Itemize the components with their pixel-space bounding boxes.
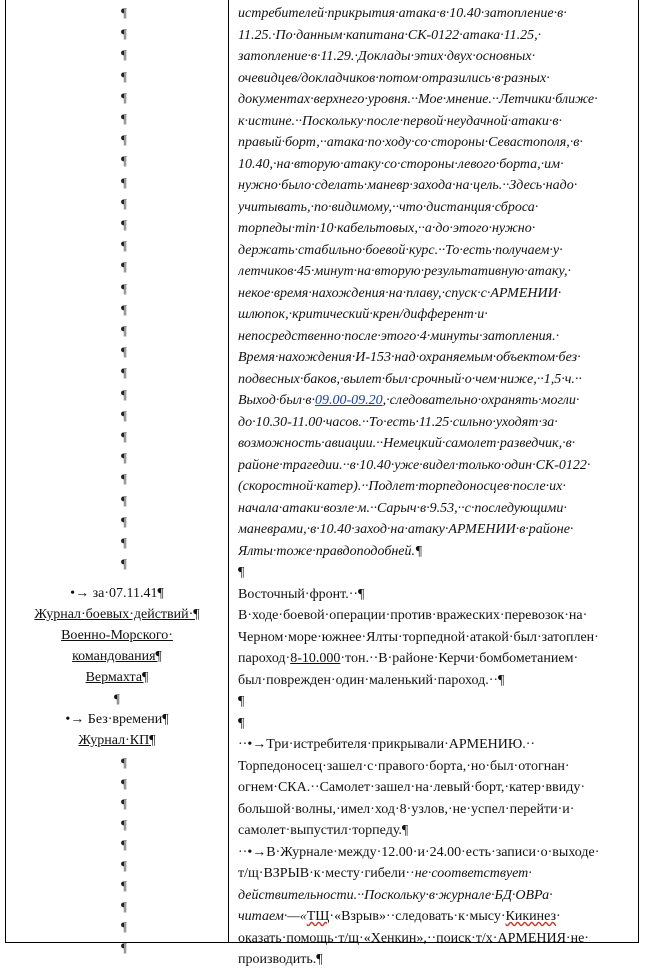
pilcrow-mark: ¶ bbox=[121, 857, 127, 873]
pilcrow-mark: ¶ bbox=[121, 407, 127, 423]
east-front-heading: Восточный·фронт.··¶ bbox=[238, 586, 365, 602]
pilcrow-mark: ¶ bbox=[121, 450, 127, 466]
commentary-block-2 bbox=[238, 412, 634, 563]
text-line: Время·нахождения·И-153·над·охраняемым·объектом·без· bbox=[238, 350, 581, 365]
pilcrow-mark: ¶ bbox=[121, 816, 127, 832]
tonnage-link[interactable]: 8-10.000 bbox=[290, 651, 341, 666]
journal-line-3[interactable]: командования¶ bbox=[72, 649, 162, 664]
pilcrow-mark: ¶ bbox=[121, 837, 127, 852]
text-line: возможность·авиации.··Немецкий·самолет·разведчик,·в· bbox=[238, 436, 576, 451]
pilcrow-mark: ¶ bbox=[121, 280, 127, 296]
text-line: затопление·в·11.29.·Доклады·этих·двух·основных· bbox=[238, 49, 536, 64]
pilcrow-mark: ¶ bbox=[121, 556, 127, 572]
pilcrow-mark: ¶ bbox=[121, 238, 127, 254]
kp2-line: производить.¶ bbox=[238, 952, 323, 967]
pilcrow-mark: ¶ bbox=[121, 217, 127, 232]
text-line: к·истине.··Поскольку·после·первой·неудачной·атаки·в· bbox=[238, 113, 563, 129]
pilcrow-mark: ¶ bbox=[121, 89, 127, 105]
text-line: некое·время·нахождения·на·плаву,·спуск·с·АРМЕНИИ· bbox=[238, 285, 562, 301]
text-line: ··•→Три·истребителя·прикрывали·АРМЕНИЮ.·· bbox=[238, 737, 536, 752]
pilcrow-mark: ¶ bbox=[121, 755, 127, 770]
pilcrow-mark: ¶ bbox=[121, 323, 127, 338]
date-item: •→ за·07.11.41¶ bbox=[70, 586, 164, 601]
blank-paragraph: ¶ bbox=[238, 565, 245, 580]
text-line: непосредственно·после·этого·4·минуты·затопления.· bbox=[238, 328, 560, 344]
report-line: был·поврежден·один·маленький·пароход.··¶ bbox=[238, 672, 505, 688]
pilcrow: ¶ bbox=[114, 691, 120, 706]
text-line: районе·трагедии.··в·10.40·уже·видел·только·один·СК-0122· bbox=[238, 457, 591, 473]
report-line: Черном·море·южнее·Ялты·торпедной·атакой·был·затоплен· bbox=[238, 629, 599, 645]
pilcrow-mark: ¶ bbox=[121, 26, 127, 42]
pilcrow-mark: ¶ bbox=[121, 365, 127, 381]
pilcrow-mark: ¶ bbox=[121, 132, 127, 148]
text-line: самолет·выпустил·торпеду.¶ bbox=[238, 823, 409, 838]
text-line: большой·волны,·имел·ход·8·узлов,·не·успел·перейти·и· bbox=[238, 801, 575, 817]
pilcrow-mark: ¶ bbox=[121, 386, 127, 402]
text-line: маневрами,·в·10.40·заход·на·атаку·АРМЕНИИ·в·районе· bbox=[238, 522, 574, 537]
text-line: нужно·было·сделать·маневр·захода·на·цель.··Здесь·надо· bbox=[238, 178, 578, 193]
pilcrow-mark: ¶ bbox=[121, 775, 127, 791]
departure-time-link[interactable]: 09.00-09.20 bbox=[315, 393, 383, 408]
text-line: (скоростной·катер).··Подлет·торпедоносцев·после·их· bbox=[238, 479, 566, 494]
spellcheck-word[interactable]: Кикинез bbox=[505, 909, 557, 924]
kp2-line: читаем·—«ТЩ·«Взрыв»··следовать·к·мысу·Кикинез· bbox=[238, 909, 561, 924]
column-divider bbox=[228, 0, 229, 942]
text-line: до·10.30-11.00·часов.··То·есть·11.25·сильно·уходят·за· bbox=[238, 414, 558, 430]
right-column-text bbox=[238, 3, 634, 971]
pilcrow-mark: ¶ bbox=[121, 153, 127, 169]
kp2-line: т/щ·ВЗРЫВ·к·месту·гибели··не·соответствует· bbox=[238, 866, 532, 881]
report-line: пароход·8-10.000·тон.··В·районе·Керчи·бомбометанием· bbox=[238, 651, 579, 666]
kp2-line: ··•→В·Журнале·между·12.00·и·24.00·есть·записи·о·выходе· bbox=[238, 844, 600, 860]
pilcrow-mark: ¶ bbox=[121, 919, 127, 934]
pilcrow-mark: ¶ bbox=[121, 5, 127, 20]
pilcrow-mark: ¶ bbox=[121, 878, 127, 893]
text-line: торпеды·min·10·кабельтовых,··а·до·этого·нужно· bbox=[238, 221, 536, 236]
text-line: огнем·СКА.··Самолет·зашел·на·левый·борт,·катер·ввиду· bbox=[238, 780, 586, 795]
blank-paragraph: ¶ bbox=[238, 715, 245, 731]
pilcrow-mark: ¶ bbox=[121, 195, 127, 211]
text-line: Ялты·тоже·правдоподобней.¶ bbox=[238, 543, 423, 559]
commentary-block bbox=[238, 3, 634, 390]
no-time-item: •→ Без·времени¶ bbox=[65, 712, 169, 727]
journal-line-1[interactable]: Журнал·боевых·действий·¶ bbox=[34, 607, 200, 622]
report-line: В·ходе·боевой·операции·против·вражеских·перевозок·на· bbox=[238, 608, 588, 623]
pilcrow-mark: ¶ bbox=[121, 898, 127, 914]
kp-paragraph bbox=[238, 734, 634, 842]
blank-paragraph: ¶ bbox=[238, 694, 245, 709]
pilcrow-mark: ¶ bbox=[121, 939, 127, 955]
pilcrow-mark: ¶ bbox=[121, 492, 127, 508]
pilcrow-mark: ¶ bbox=[121, 111, 127, 126]
pilcrow-mark: ¶ bbox=[121, 429, 127, 444]
text-line: летчиков·45·минут·на·вторую·результативную·атаку,· bbox=[238, 264, 571, 279]
spellcheck-word[interactable]: ТЩ bbox=[306, 909, 330, 924]
text-line: правый·борт,··атака·по·ходу·со·стороны·Севастополя,·в· bbox=[238, 135, 583, 150]
pilcrow-mark: ¶ bbox=[121, 174, 127, 190]
departure-line: Выход·был·в·09.00-09.20,·следовательно·охранять·могли· bbox=[238, 393, 580, 408]
pilcrow-mark: ¶ bbox=[121, 471, 127, 487]
text-line: документах·верхнего·уровня.··Мое·мнение.··Летчики·ближе· bbox=[238, 92, 598, 107]
entry-date bbox=[6, 583, 228, 751]
kp2-line: оказать·помощь·т/щ·«Хенкин»,··поиск·т/х·АРМЕНИЯ·не· bbox=[238, 930, 589, 946]
text-line: держать·стабильно·боевой·курс.··То·есть·получаем·у· bbox=[238, 242, 563, 258]
journal-line-4[interactable]: Вермахта¶ bbox=[85, 670, 149, 685]
text-line: учитывать,·по·видимому,··что·дистанция·сброса· bbox=[238, 199, 539, 215]
journal-kp[interactable]: Журнал·КП¶ bbox=[78, 733, 156, 748]
text-line: 11.25.·По·данным·капитана·СК-0122·атака·11.25,· bbox=[238, 27, 542, 43]
pilcrow-mark: ¶ bbox=[121, 301, 127, 317]
text-line: очевидцев/докладчиков·потом·отразились·в·разных· bbox=[238, 70, 550, 86]
text-line: шлюпок,·критический·крен/дифферент·и· bbox=[238, 307, 488, 322]
text-line: Торпедоносец·зашел·с·правого·борта,·но·был·отогнан· bbox=[238, 758, 570, 774]
pilcrow-mark: ¶ bbox=[121, 259, 127, 275]
kp2-line: действительности.··Поскольку·в·журнале·БД·ОВРа· bbox=[238, 887, 553, 903]
pilcrow-mark: ¶ bbox=[121, 47, 127, 63]
pilcrow-mark: ¶ bbox=[121, 513, 127, 529]
text-line: подвесных·баков,·вылет·был·срочный·о·чем·ниже,··1,5·ч.·· bbox=[238, 371, 582, 387]
text-line: начала·атаки·возле·м.··Сарыч·в·9.53,··с·последующими· bbox=[238, 500, 567, 516]
text-line: 10.40,·на·вторую·атаку·со·стороны·левого·борта,·им· bbox=[238, 156, 564, 172]
pilcrow-mark: ¶ bbox=[121, 796, 127, 811]
pilcrow-mark: ¶ bbox=[121, 68, 127, 84]
pilcrow-mark: ¶ bbox=[121, 344, 127, 360]
text-line: истребителей·прикрытия·атака·в·10.40·затопление·в· bbox=[238, 6, 567, 21]
journal-line-2[interactable]: Военно-Морского· bbox=[61, 628, 173, 643]
pilcrow-mark: ¶ bbox=[121, 535, 127, 550]
